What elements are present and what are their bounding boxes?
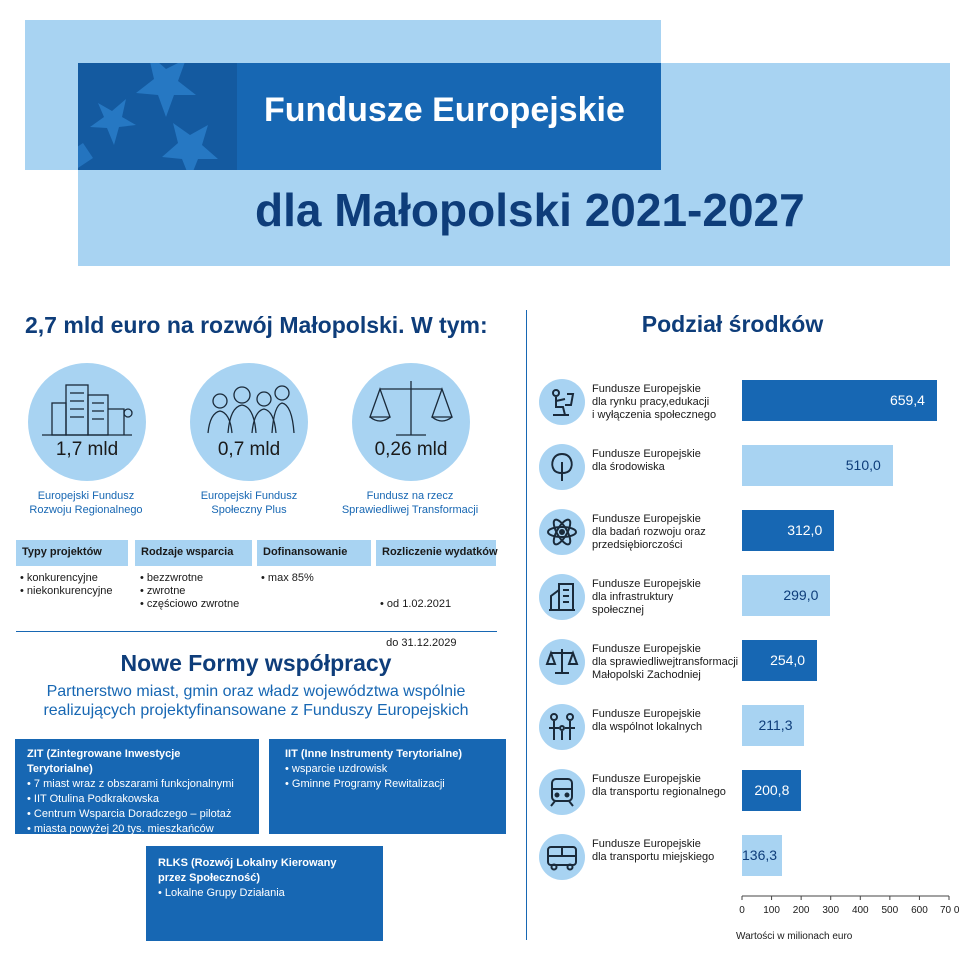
category-label-line: dla wspólnot lokalnych [592,721,703,733]
info-item: • zwrotne [140,585,186,597]
fund-name-efs [169,489,329,517]
iit-item: • Gminne Programy Rewitalizacji [285,778,445,790]
info-item: • konkurencyjne [20,572,98,584]
x-axis-tick-label: 0 [739,905,745,916]
x-axis-tick-label: 500 [881,905,899,916]
bar-value-label: 659,4 [889,392,925,408]
fund-name-fst [330,489,490,517]
zit-title: ZIT (Zintegrowane Inwestycje Terytorialne) [27,748,181,775]
fund-amount: 0,26 mld [374,439,448,460]
fund-name-line: Rozwoju Regionalnego [29,504,143,516]
x-axis-tick-label: 100 [763,905,780,916]
category-label [592,578,701,617]
category-label-line: Fundusze Europejskie [592,708,701,720]
x-axis-tick-label: 600 [911,905,928,916]
info-list-cofinancing [261,572,314,585]
eu-stars-logo-icon [78,63,237,170]
scales-icon [352,363,470,481]
fund-name-erdf [6,489,166,517]
zit-item: • miasta powyżej 20 tys. mieszkańców [27,823,214,835]
fund-circle-fst [352,363,470,481]
category-label [592,708,702,734]
bar-value-label: 136,3 [742,847,778,863]
header-title-line2: dla Małopolski 2021-2027 [255,184,805,236]
info-item: • niekonkurencyjne [20,585,113,597]
category-label [592,643,738,682]
rlks-box [146,846,383,941]
fund-name-line: Sprawiedliwej Transformacji [341,504,479,516]
bar-value-label: 510,0 [845,457,881,473]
header-title-line1: Fundusze Europejskie [264,91,625,129]
category-label-line: dla transportu regionalnego [592,786,726,798]
header-title-box [78,63,661,170]
iit-title: IIT (Inne Instrumenty Terytorialne) [285,748,463,760]
category-label-line: Fundusze Europejskie [592,383,701,395]
family-icon [539,704,585,750]
category-label-line: dla infrastruktury [592,591,674,603]
x-axis-tick-label: 300 [822,905,840,916]
fund-circle-efs [190,363,308,481]
bar-value-label: 254,0 [770,652,806,668]
fund-name-line: Europejski Fundusz [200,490,298,502]
fund-name-line: Europejski Fundusz [37,490,135,502]
category-label-line: Fundusze Europejskie [592,448,701,460]
bar-value-label: 200,8 [754,782,790,798]
x-axis-tick-label: 400 [851,905,869,916]
bar-value-label: 312,0 [787,522,823,538]
zit-item: • IIT Otulina Podkrakowska [27,793,160,805]
iit-item: • wsparcie uzdrowisk [285,763,388,775]
category-label [592,513,706,552]
chart-title: Podział środków [641,311,824,337]
category-label-line: Małopolski Zachodniej [592,669,701,681]
iit-box [269,739,506,834]
rlks-title: RLKS (Rozwój Lokalny Kierowany [158,857,337,869]
category-label-line: społecznej [592,604,644,616]
category-label-line: Fundusze Europejskie [592,513,701,525]
bar-value-label: 299,0 [783,587,819,603]
info-head-cofinancing: Dofinansowanie [257,540,371,566]
category-label-line: Fundusze Europejskie [592,773,701,785]
category-label-line: dla środowiska [592,461,665,473]
info-head-settlement: Rozliczenie wydatków [376,540,496,566]
info-item: do 31.12.2029 [380,637,457,649]
tree-icon [539,444,585,490]
category-label-line: dla transportu miejskiego [592,851,715,863]
new-forms-subtitle [0,682,512,720]
category-label-line: dla badań rozwoju oraz [592,526,706,538]
category-label [592,448,701,474]
x-axis-tick-label: 200 [792,905,810,916]
category-label [592,383,716,422]
vertical-divider [526,310,527,940]
category-label-line: przedsiębiorczości [592,539,683,551]
info-item: • częściowo zwrotne [140,598,240,610]
zit-item: • 7 miast wraz z obszarami funkcjonalnymi [27,778,234,790]
zit-item: • Centrum Wsparcia Doradczego – pilotaż [27,808,232,820]
category-label-line: Fundusze Europejskie [592,838,701,850]
worker-icon [539,379,585,425]
people-icon [190,363,308,481]
atom-icon [539,509,585,555]
x-axis-label: Wartości w milionach euro [736,931,853,942]
building-icon [539,574,585,620]
subtitle-line: Partnerstwo miast, gmin oraz władz województwa wspólnie [46,683,466,700]
funds-heading: 2,7 mld euro na rozwój Małopolski. W tym: [25,312,488,338]
category-label-line: i wyłączenia społecznego [592,409,717,421]
x-axis-tick-label: 70 0 [940,905,960,916]
bus-icon [539,834,585,880]
rlks-item: • Lokalne Grupy Działania [158,887,285,899]
bar-value-label: 211,3 [758,717,793,733]
x-axis [730,890,970,920]
fund-name-line: Fundusz na rzecz [366,490,454,502]
fund-amount: 0,7 mld [217,439,281,460]
zit-box [15,739,259,834]
info-head-support-types: Rodzaje wsparcia [135,540,252,566]
info-item: • bezzwrotne [140,572,204,584]
category-label [592,773,726,799]
info-item: • max 85% [261,572,314,584]
category-label-line: Fundusze Europejskie [592,578,701,590]
subtitle-line: realizujących projektyfinansowane z Funduszy Europejskich [43,702,469,719]
info-head-project-types: Typy projektów [16,540,128,566]
horizontal-divider [16,631,497,632]
category-label-line: dla rynku pracy,edukacji [592,396,710,408]
scales-icon [539,639,585,685]
buildings-icon [28,363,146,481]
category-label [592,838,714,864]
fund-amount: 1,7 mld [55,439,119,460]
category-label-line: dla sprawiedliwejtransformacji [592,656,739,668]
new-forms-title: Nowe Formy współpracy [120,650,392,676]
fund-name-line: Społeczny Plus [211,504,287,516]
info-item: • od 1.02.2021 [380,598,452,610]
fund-circle-erdf [28,363,146,481]
train-icon [539,769,585,815]
rlks-title: przez Społeczność) [158,872,261,884]
info-list-support-types [140,572,239,611]
category-label-line: Fundusze Europejskie [592,643,701,655]
info-list-project-types [20,572,113,598]
